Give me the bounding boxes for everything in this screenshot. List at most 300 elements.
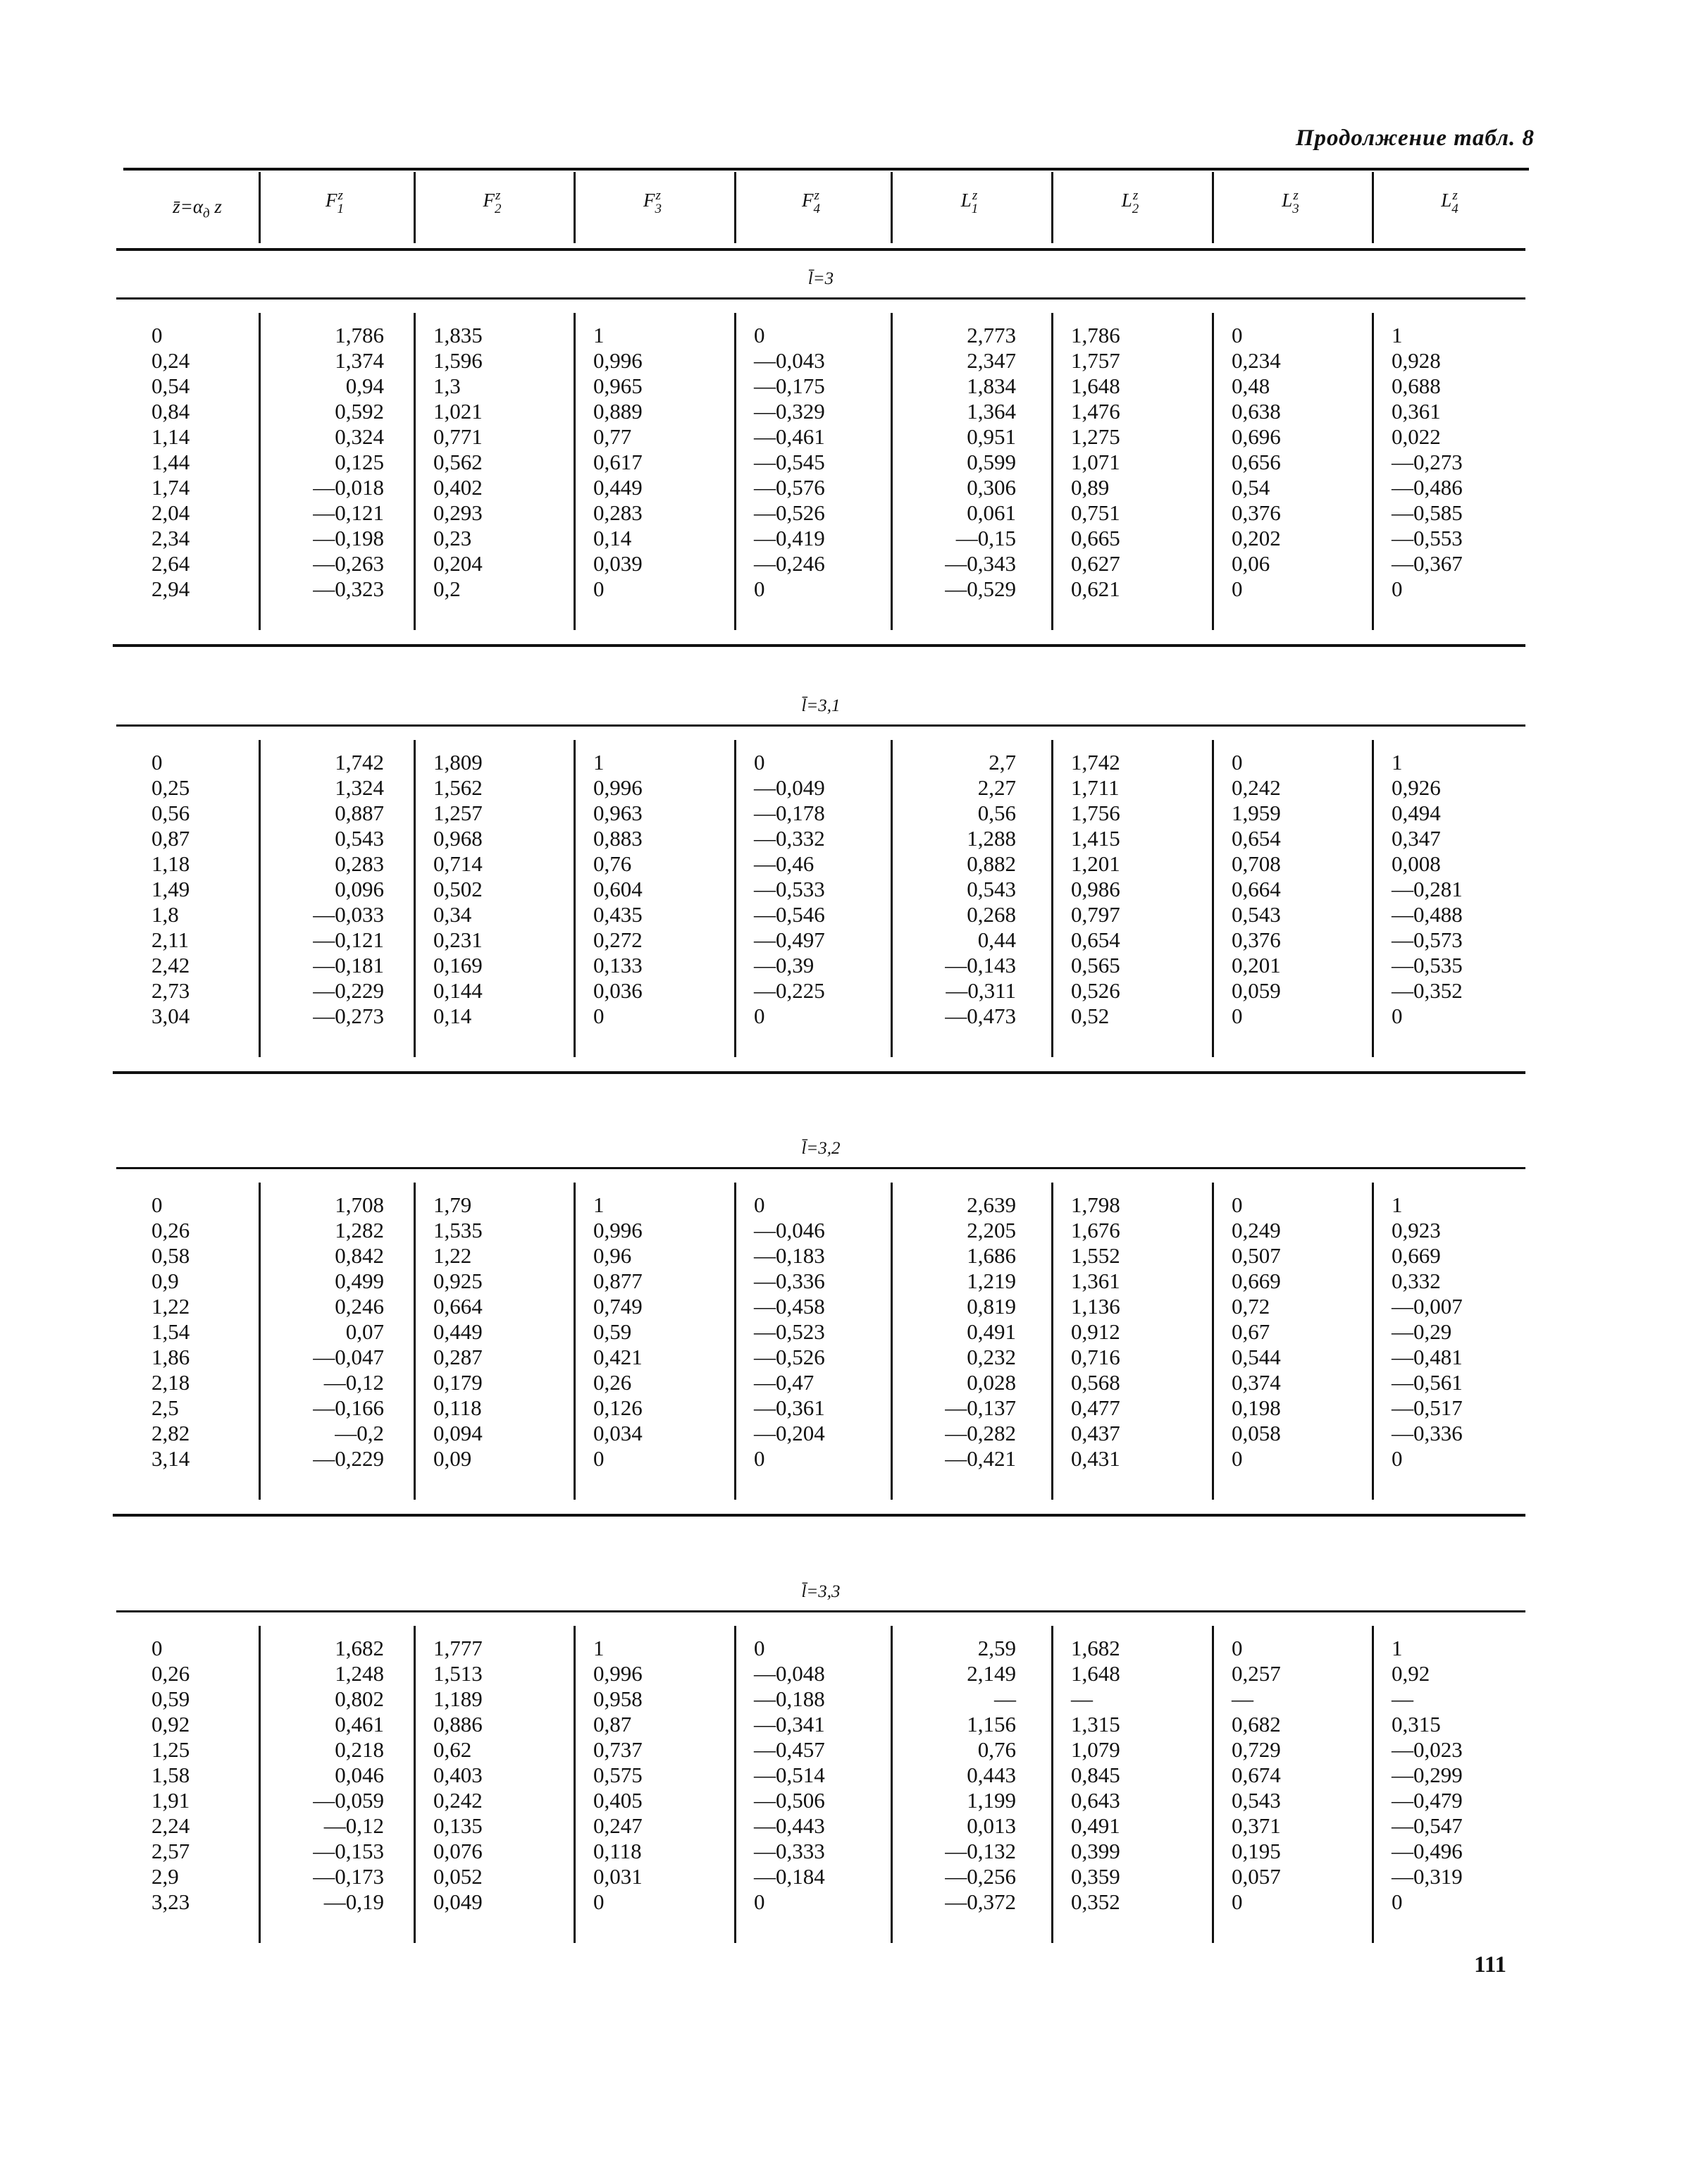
cell-l1: 0,306 (967, 475, 1016, 500)
cell-l4: —0,553 (1392, 526, 1463, 550)
cell-z: 0 (151, 750, 163, 775)
cell-f4: —0,361 (754, 1395, 825, 1420)
cell-l4: —0,486 (1392, 475, 1463, 500)
cell-f1: 0,499 (335, 1269, 384, 1293)
cell-f3: 0 (593, 576, 605, 601)
cell-f1: —0,198 (313, 526, 384, 550)
column-divider (891, 1626, 893, 1943)
cell-z: 0 (151, 1192, 163, 1217)
cell-l2: 1,648 (1071, 374, 1120, 398)
column-divider (1212, 313, 1214, 630)
cell-f2: 0,62 (433, 1737, 472, 1762)
cell-f1: —0,12 (323, 1370, 384, 1395)
cell-f4: —0,329 (754, 399, 825, 424)
cell-l2: 0,751 (1071, 500, 1120, 525)
cell-f1: 0,461 (335, 1712, 384, 1736)
cell-f4: —0,533 (754, 877, 825, 901)
cell-f2: 0,118 (433, 1395, 482, 1420)
column-f1 (278, 323, 384, 602)
cell-l1: 0,491 (967, 1319, 1016, 1344)
cell-l2: 0,845 (1071, 1763, 1120, 1787)
cell-l3: 0 (1232, 1636, 1243, 1660)
cell-f1: —0,047 (313, 1345, 384, 1369)
column-l4 (1392, 750, 1497, 1029)
column-f2 (433, 1636, 539, 1915)
cell-f1: —0,018 (313, 475, 384, 500)
cell-z: 0,25 (151, 775, 190, 800)
cell-f1: —0,323 (313, 576, 384, 601)
cell-l3: 0,507 (1232, 1243, 1281, 1268)
column-l1 (910, 750, 1016, 1029)
column-divider (1212, 1626, 1214, 1943)
cell-z: 1,91 (151, 1788, 190, 1813)
cell-l3: 0,543 (1232, 1788, 1281, 1813)
cell-f3: 0,958 (593, 1686, 643, 1711)
cell-f2: 0,34 (433, 902, 472, 927)
cell-l3: 0,72 (1232, 1294, 1270, 1319)
cell-f3: 0,76 (593, 851, 632, 876)
column-z (151, 1636, 190, 1915)
cell-f3: 0,877 (593, 1269, 643, 1293)
cell-l1: 0,232 (967, 1345, 1016, 1369)
cell-l2: 1,711 (1071, 775, 1120, 800)
rule-line (116, 1167, 1525, 1169)
cell-f2: 1,257 (433, 801, 483, 825)
cell-f3: 0,996 (593, 348, 643, 373)
column-l4 (1392, 323, 1497, 602)
cell-l1: —0,132 (945, 1839, 1016, 1863)
column-divider (734, 1626, 736, 1943)
column-divider (1051, 313, 1053, 630)
cell-f2: 0,2 (433, 576, 461, 601)
column-divider (1051, 1183, 1053, 1500)
header-l4: L z 4 (1441, 188, 1458, 216)
cell-f1: 1,374 (335, 348, 384, 373)
cell-l1: 0,76 (977, 1737, 1016, 1762)
cell-l2: 1,648 (1071, 1661, 1120, 1686)
cell-f1: 0,218 (335, 1737, 384, 1762)
header-f3: F z 3 (643, 188, 662, 216)
cell-f4: 0 (754, 1889, 765, 1914)
cell-f1: 1,324 (335, 775, 384, 800)
header-f2: F z 2 (483, 188, 502, 216)
cell-l3: 0 (1232, 323, 1243, 347)
cell-z: 1,22 (151, 1294, 190, 1319)
cell-l3: 0,058 (1232, 1421, 1281, 1445)
cell-f4: —0,576 (754, 475, 825, 500)
cell-l2: 0,352 (1071, 1889, 1120, 1914)
column-f3 (593, 323, 699, 602)
cell-l4: 0,669 (1392, 1243, 1441, 1268)
cell-f3: 0,26 (593, 1370, 632, 1395)
cell-z: 1,86 (151, 1345, 190, 1369)
cell-l3: 0,195 (1232, 1839, 1281, 1863)
cell-z: 2,9 (151, 1864, 179, 1889)
cell-l1: 2,347 (967, 348, 1016, 373)
cell-l3: 0,544 (1232, 1345, 1281, 1369)
cell-l1: 2,205 (967, 1218, 1016, 1242)
cell-f4: —0,526 (754, 500, 825, 525)
cell-f2: 1,835 (433, 323, 483, 347)
header-f4: F z 4 (802, 188, 820, 216)
cell-l3: 0 (1232, 1889, 1243, 1914)
cell-l1: 2,149 (967, 1661, 1016, 1686)
cell-l1: 1,834 (967, 374, 1016, 398)
cell-l3: 1,959 (1232, 801, 1281, 825)
cell-f2: 1,189 (433, 1686, 483, 1711)
cell-l4: —0,481 (1392, 1345, 1463, 1369)
cell-l1: —0,137 (945, 1395, 1016, 1420)
column-z (151, 323, 190, 602)
cell-l3: 0 (1232, 1192, 1243, 1217)
column-l4 (1392, 1636, 1497, 1915)
cell-f3: 0,889 (593, 399, 643, 424)
cell-f1: —0,229 (313, 1446, 384, 1471)
cell-l4: —0,496 (1392, 1839, 1463, 1863)
cell-f1: 0,125 (335, 450, 384, 474)
cell-l3: 0,696 (1232, 424, 1281, 449)
cell-l4: 1 (1392, 1636, 1403, 1660)
header-z (137, 196, 257, 221)
cell-l3: 0 (1232, 576, 1243, 601)
cell-f1: —0,033 (313, 902, 384, 927)
cell-f3: 0,247 (593, 1813, 643, 1838)
cell-f3: 0,133 (593, 953, 643, 977)
cell-z: 0,58 (151, 1243, 190, 1268)
cell-f4: —0,526 (754, 1345, 825, 1369)
cell-l4: —0,535 (1392, 953, 1463, 977)
cell-l2: 0,716 (1071, 1345, 1120, 1369)
cell-f2: 1,021 (433, 399, 483, 424)
section-label: l̄=3,1 (801, 696, 841, 715)
cell-l3: 0,376 (1232, 500, 1281, 525)
column-f1 (278, 1192, 384, 1472)
cell-z: 1,14 (151, 424, 190, 449)
cell-f2: 0,144 (433, 978, 483, 1003)
cell-l3: 0,371 (1232, 1813, 1281, 1838)
cell-l3: 0,708 (1232, 851, 1281, 876)
cell-l3: 0,638 (1232, 399, 1281, 424)
cell-l3: 0,664 (1232, 877, 1281, 901)
cell-f3: 0,963 (593, 801, 643, 825)
cell-l4: —0,561 (1392, 1370, 1463, 1395)
cell-l2: 1,742 (1071, 750, 1120, 775)
cell-f1: —0,273 (313, 1004, 384, 1028)
cell-z: 0,26 (151, 1661, 190, 1686)
cell-l2: 0,477 (1071, 1395, 1120, 1420)
cell-z: 1,18 (151, 851, 190, 876)
cell-z: 1,74 (151, 475, 190, 500)
cell-z: 0,9 (151, 1269, 179, 1293)
column-divider (734, 1183, 736, 1500)
cell-f4: —0,461 (754, 424, 825, 449)
cell-l1: 2,27 (977, 775, 1016, 800)
cell-f1: —0,173 (313, 1864, 384, 1889)
cell-z: 0,92 (151, 1712, 190, 1736)
column-divider (259, 313, 261, 630)
cell-l4: 1 (1392, 1192, 1403, 1217)
cell-l2: 0,643 (1071, 1788, 1120, 1813)
cell-l1: —0,529 (945, 576, 1016, 601)
cell-f2: 1,562 (433, 775, 483, 800)
cell-f1: 1,282 (335, 1218, 384, 1242)
cell-l4: —0,336 (1392, 1421, 1463, 1445)
cell-f1: —0,263 (313, 551, 384, 576)
cell-l2: 0,52 (1071, 1004, 1110, 1028)
cell-l4: 1 (1392, 323, 1403, 347)
cell-f3: 0,272 (593, 927, 643, 952)
cell-f1: 0,046 (335, 1763, 384, 1787)
cell-f2: 0,293 (433, 500, 483, 525)
cell-f3: 0,604 (593, 877, 643, 901)
cell-l4: 0,494 (1392, 801, 1441, 825)
cell-l4: 0,332 (1392, 1269, 1441, 1293)
cell-l3: 0,654 (1232, 826, 1281, 851)
cell-l1: 0,56 (977, 801, 1016, 825)
cell-f3: 0,405 (593, 1788, 643, 1813)
cell-l1: —0,372 (945, 1889, 1016, 1914)
cell-l2: 1,136 (1071, 1294, 1120, 1319)
column-l1 (910, 1636, 1016, 1915)
cell-f1: 0,842 (335, 1243, 384, 1268)
cell-l1: 0,599 (967, 450, 1016, 474)
cell-l2: 0,912 (1071, 1319, 1120, 1344)
cell-f4: —0,506 (754, 1788, 825, 1813)
cell-f4: —0,341 (754, 1712, 825, 1736)
cell-f3: 0,14 (593, 526, 632, 550)
cell-f3: 0,996 (593, 775, 643, 800)
cell-f2: 0,204 (433, 551, 483, 576)
cell-z: 2,64 (151, 551, 190, 576)
cell-l2: 1,079 (1071, 1737, 1120, 1762)
column-divider (259, 1183, 261, 1500)
cell-f3: 1 (593, 1636, 605, 1660)
header-l1: L z 1 (960, 188, 979, 216)
cell-f3: 1 (593, 1192, 605, 1217)
cell-l1: 2,59 (977, 1636, 1016, 1660)
cell-l1: 2,773 (967, 323, 1016, 347)
cell-l2: 1,552 (1071, 1243, 1120, 1268)
cell-f2: 1,22 (433, 1243, 472, 1268)
cell-f3: 0,996 (593, 1218, 643, 1242)
cell-f3: 0 (593, 1889, 605, 1914)
cell-l2: 0,89 (1071, 475, 1110, 500)
column-l2 (1071, 1192, 1177, 1472)
cell-l1: 2,7 (989, 750, 1016, 775)
cell-l3: 0,06 (1232, 551, 1270, 576)
cell-l4: 0,92 (1392, 1661, 1430, 1686)
cell-l1: 0,028 (967, 1370, 1016, 1395)
cell-z: 2,57 (151, 1839, 190, 1863)
column-divider (574, 1626, 576, 1943)
column-f2 (433, 1192, 539, 1472)
cell-l3: 0 (1232, 1004, 1243, 1028)
column-l1 (910, 1192, 1016, 1472)
column-divider (1051, 1626, 1053, 1943)
cell-f3: 0,126 (593, 1395, 643, 1420)
header-l2: L z 2 (1121, 188, 1139, 216)
cell-f4: —0,333 (754, 1839, 825, 1863)
cell-f2: 0,052 (433, 1864, 483, 1889)
cell-z: 0,26 (151, 1218, 190, 1242)
rule-line (113, 644, 1525, 647)
cell-l4: —0,299 (1392, 1763, 1463, 1787)
cell-f2: 0,179 (433, 1370, 483, 1395)
section-label: l̄=3,2 (801, 1139, 841, 1158)
cell-l1: 0,44 (977, 927, 1016, 952)
column-divider (734, 740, 736, 1057)
cell-f2: 0,925 (433, 1269, 483, 1293)
cell-l2: 1,756 (1071, 801, 1120, 825)
column-divider (259, 740, 261, 1057)
cell-l4: 0 (1392, 576, 1403, 601)
cell-l2: 1,415 (1071, 826, 1120, 851)
cell-f2: 1,513 (433, 1661, 483, 1686)
cell-l4: —0,281 (1392, 877, 1463, 901)
cell-f4: —0,178 (754, 801, 825, 825)
column-divider (1212, 1183, 1214, 1500)
cell-z: 1,54 (151, 1319, 190, 1344)
cell-f3: 0,617 (593, 450, 643, 474)
cell-f4: —0,246 (754, 551, 825, 576)
cell-z: 2,5 (151, 1395, 179, 1420)
cell-l4: —0,367 (1392, 551, 1463, 576)
cell-z: 0 (151, 323, 163, 347)
cell-f3: 0,96 (593, 1243, 632, 1268)
cell-l1: — (994, 1686, 1016, 1711)
cell-l3: 0,669 (1232, 1269, 1281, 1293)
column-f1 (278, 750, 384, 1029)
cell-f2: 0,231 (433, 927, 483, 952)
cell-l4: 0 (1392, 1004, 1403, 1028)
cell-l4: —0,488 (1392, 902, 1463, 927)
rule-line (116, 1610, 1525, 1612)
page-number: 111 (1474, 1952, 1506, 1978)
cell-f4: —0,545 (754, 450, 825, 474)
column-l3 (1232, 750, 1337, 1029)
cell-f2: 0,14 (433, 1004, 472, 1028)
cell-f2: 0,886 (433, 1712, 483, 1736)
cell-f3: 0,034 (593, 1421, 643, 1445)
cell-l1: 1,199 (967, 1788, 1016, 1813)
column-l2 (1071, 1636, 1177, 1915)
cell-l4: 0,361 (1392, 399, 1441, 424)
cell-l2: 0,437 (1071, 1421, 1120, 1445)
section-label: l̄=3,3 (801, 1582, 841, 1601)
cell-z: 3,04 (151, 1004, 190, 1028)
column-f2 (433, 323, 539, 602)
cell-f1: 1,248 (335, 1661, 384, 1686)
cell-f4: 0 (754, 1192, 765, 1217)
column-l1 (910, 323, 1016, 602)
cell-l2: 1,786 (1071, 323, 1120, 347)
cell-f2: 1,79 (433, 1192, 472, 1217)
cell-l2: 0,491 (1071, 1813, 1120, 1838)
cell-f2: 0,242 (433, 1788, 483, 1813)
cell-z: 1,44 (151, 450, 190, 474)
cell-f1: 1,682 (335, 1636, 384, 1660)
cell-l1: 0,951 (967, 424, 1016, 449)
header-z-tail: z (209, 196, 222, 217)
rule-line (113, 1071, 1525, 1074)
cell-f4: —0,514 (754, 1763, 825, 1787)
column-l3 (1232, 1192, 1337, 1472)
rule-line (116, 248, 1525, 251)
cell-l1: —0,15 (955, 526, 1016, 550)
cell-l3: 0,242 (1232, 775, 1281, 800)
column-divider (259, 1626, 261, 1943)
cell-f3: 0,965 (593, 374, 643, 398)
cell-z: 3,23 (151, 1889, 190, 1914)
cell-f3: 0,575 (593, 1763, 643, 1787)
header-l3: L z 3 (1282, 188, 1299, 216)
cell-f2: 0,09 (433, 1446, 472, 1471)
column-divider (574, 313, 576, 630)
column-f4 (754, 323, 860, 602)
cell-f3: 0,036 (593, 978, 643, 1003)
column-divider (414, 1183, 416, 1500)
cell-z: 2,82 (151, 1421, 190, 1445)
cell-l3: 0,059 (1232, 978, 1281, 1003)
cell-f3: 0,118 (593, 1839, 642, 1863)
column-divider (414, 740, 416, 1057)
cell-l1: —0,473 (945, 1004, 1016, 1028)
column-f4 (754, 1192, 860, 1472)
cell-f4: —0,048 (754, 1661, 825, 1686)
cell-l2: 1,071 (1071, 450, 1120, 474)
cell-l2: 1,315 (1071, 1712, 1120, 1736)
cell-l1: 1,288 (967, 826, 1016, 851)
cell-l1: 0,268 (967, 902, 1016, 927)
cell-l2: 0,399 (1071, 1839, 1120, 1863)
cell-l2: 0,797 (1071, 902, 1120, 927)
cell-f4: —0,546 (754, 902, 825, 927)
cell-l2: 0,627 (1071, 551, 1120, 576)
cell-l2: — (1071, 1686, 1093, 1711)
column-divider (891, 313, 893, 630)
cell-f2: 0,968 (433, 826, 483, 851)
cell-f3: 0 (593, 1004, 605, 1028)
cell-z: 0,54 (151, 374, 190, 398)
cell-f4: —0,188 (754, 1686, 825, 1711)
cell-l1: 0,013 (967, 1813, 1016, 1838)
column-f1 (278, 1636, 384, 1915)
cell-f3: 0,87 (593, 1712, 632, 1736)
cell-f1: —0,229 (313, 978, 384, 1003)
cell-l1: 1,686 (967, 1243, 1016, 1268)
cell-l1: 2,639 (967, 1192, 1016, 1217)
cell-f1: 1,708 (335, 1192, 384, 1217)
column-divider (891, 1183, 893, 1500)
cell-z: 2,18 (151, 1370, 190, 1395)
cell-l1: —0,311 (946, 978, 1016, 1003)
cell-l4: 0,926 (1392, 775, 1441, 800)
cell-f1: 0,887 (335, 801, 384, 825)
cell-f2: 0,502 (433, 877, 483, 901)
cell-f1: 0,802 (335, 1686, 384, 1711)
cell-l4: —0,273 (1392, 450, 1463, 474)
cell-f4: —0,497 (754, 927, 825, 952)
cell-z: 3,14 (151, 1446, 190, 1471)
cell-f2: 1,809 (433, 750, 483, 775)
cell-l1: 1,156 (967, 1712, 1016, 1736)
cell-l4: — (1392, 1686, 1413, 1711)
cell-l1: —0,343 (945, 551, 1016, 576)
cell-f1: —0,166 (313, 1395, 384, 1420)
cell-f4: 0 (754, 1004, 765, 1028)
cell-f1: 1,742 (335, 750, 384, 775)
cell-f1: 1,786 (335, 323, 384, 347)
